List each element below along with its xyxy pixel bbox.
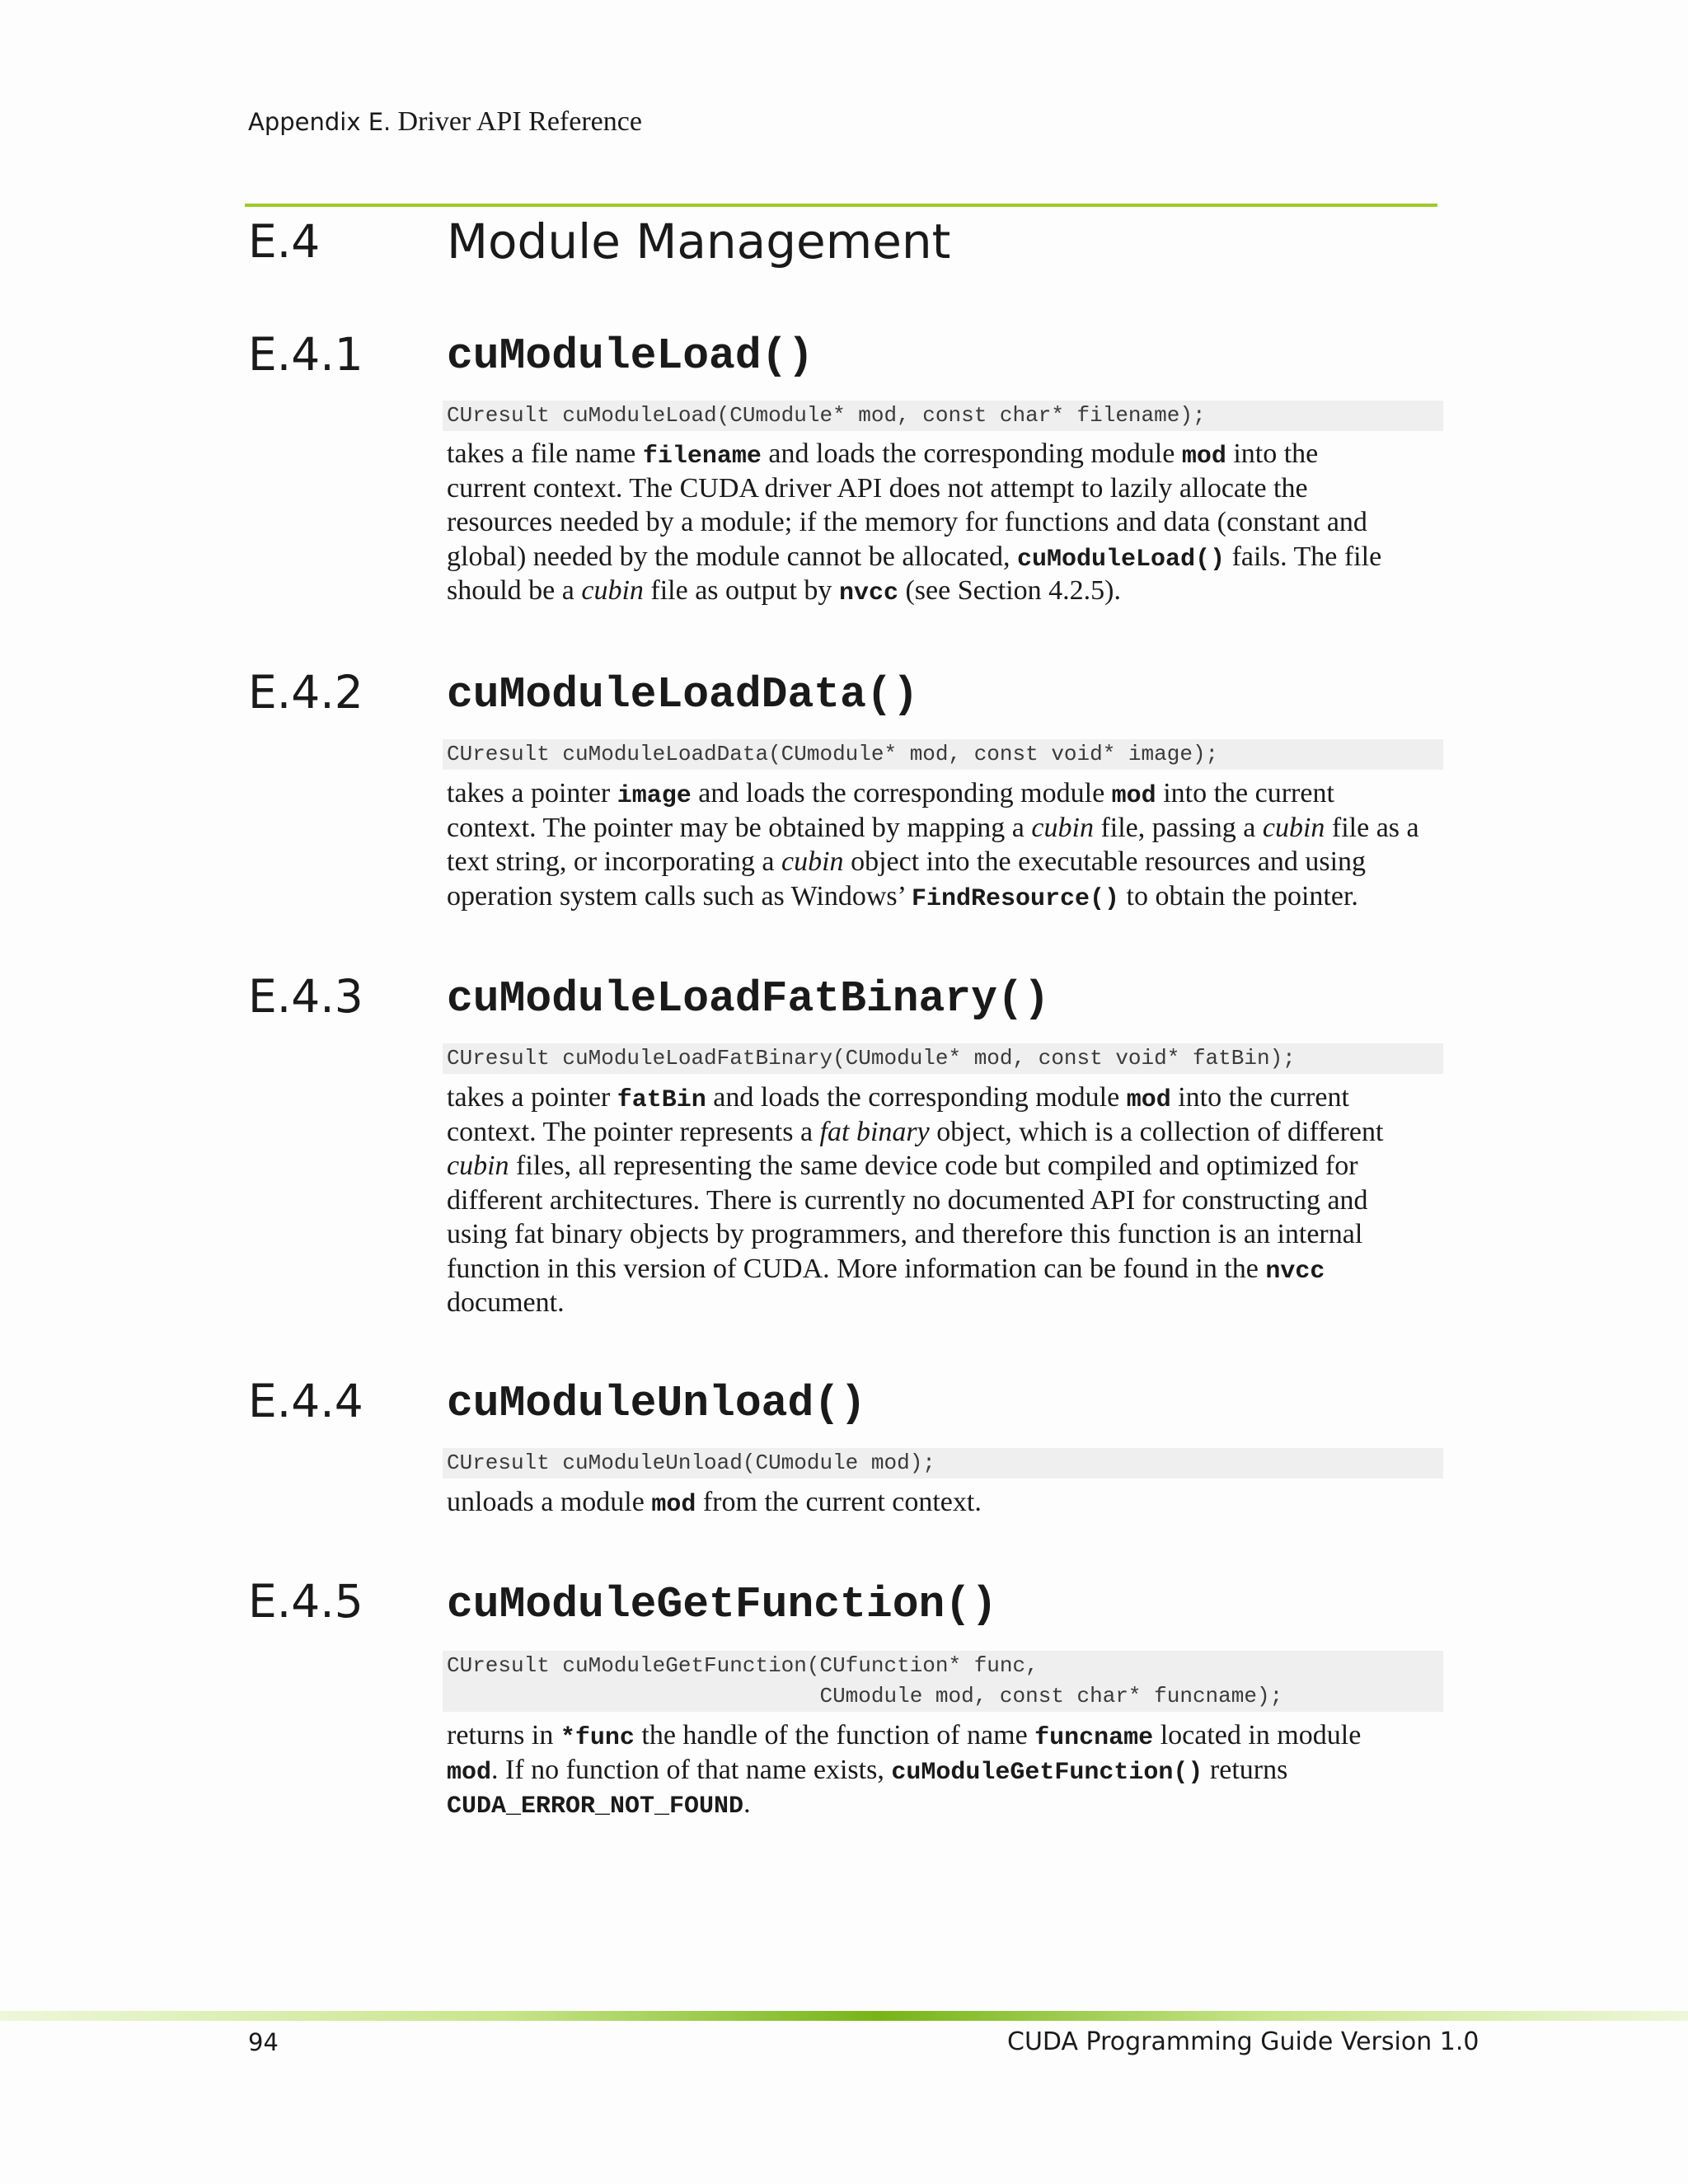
footer-bar (0, 2011, 1688, 2021)
subsection-number: E.4.5 (248, 1575, 363, 1628)
subsection-title: cuModuleGetFunction() (447, 1580, 997, 1629)
subsection-number: E.4.2 (248, 666, 363, 719)
code-signature: CUresult cuModuleLoad(CUmodule* mod, const char* filename); (443, 401, 1443, 431)
paragraph: takes a pointer image and loads the corresponding module mod into the current context. The pointer may be obtained by mapping a cubin file, passing a cubin file as a text string, or incorporating a cubin object into the executable resources and using operation system calls such as Windows’ FindResource() to obtain the pointer. (447, 778, 1419, 913)
subsection-number: E.4.4 (248, 1375, 363, 1427)
code-signature: CUresult cuModuleGetFunction(CUfunction* func, CUmodule mod, const char* funcname); (443, 1651, 1443, 1712)
subsection-number: E.4.3 (248, 970, 363, 1023)
header-title: Driver API Reference (397, 106, 642, 137)
subsection-number: E.4.1 (248, 328, 363, 381)
subsection-title: cuModuleLoad() (447, 331, 814, 381)
paragraph: returns in *func the handle of the function of name funcname located in module mod. If no function of that name exists, cuModuleGetFunction() returns CUDA_ERROR_NOT_FOUND. (447, 1720, 1362, 1821)
header-rule (245, 204, 1437, 207)
code-signature: CUresult cuModuleLoadData(CUmodule* mod, const void* image); (443, 739, 1443, 770)
paragraph: unloads a module mod from the current context. (447, 1487, 982, 1519)
section-number: E.4 (248, 215, 321, 268)
header-appendix-label: Appendix E. (248, 108, 392, 136)
footer-title: CUDA Programming Guide Version 1.0 (1007, 2027, 1479, 2056)
subsection-title: cuModuleLoadData() (447, 670, 919, 719)
subsection-title: cuModuleLoadFatBinary() (447, 974, 1050, 1024)
running-header (248, 105, 642, 138)
subsection-title: cuModuleUnload() (447, 1379, 866, 1428)
code-signature: CUresult cuModuleLoadFatBinary(CUmodule* mod, const void* fatBin); (443, 1043, 1443, 1074)
section-title: Module Management (447, 213, 951, 269)
paragraph: takes a file name filename and loads the corresponding module mod into the current context. The CUDA driver API does not attempt to lazily allocate the resources needed by a module; if the memory for functions and data (constant and global) needed by the module cannot be allocated, cuModuleLoad() fails. The file should be a cubin file as output by nvcc (see Section 4.2.5). (447, 438, 1382, 607)
paragraph: takes a pointer fatBin and loads the corresponding module mod into the current context. The pointer represents a fat binary object, which is a collection of different cubin files, all representing the same device code but compiled and optimized for different architectures. There is currently no documented API for constructing and using fat binary objects by programmers, and therefore this function is an internal function in this version of CUDA. More information can be found in the nvcc document. (447, 1082, 1384, 1318)
code-signature: CUresult cuModuleUnload(CUmodule mod); (443, 1448, 1443, 1479)
page-number: 94 (248, 2028, 279, 2056)
